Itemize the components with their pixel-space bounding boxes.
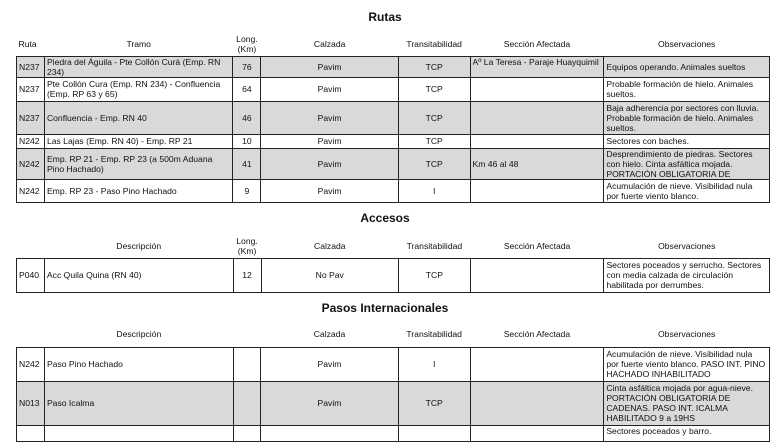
cell-seccion [470,347,604,381]
cell-tramo: Pte Collón Cura (Emp. RN 234) - Confluencia (Emp. RP 63 y 65) [44,77,233,101]
cell-transitabilidad: TCP [398,56,470,77]
col-header-descripcion: Descripción [44,234,233,258]
cell-transitabilidad: TCP [399,258,471,292]
cell-long: 12 [233,258,261,292]
cell-transitabilidad [398,425,470,441]
table-row [17,101,770,134]
col-header-observaciones: Observaciones [604,33,770,56]
cell-calzada: Pavim [261,101,398,134]
cell-calzada: No Pav [261,258,399,292]
col-header-tramo: Tramo [44,33,233,56]
cell-tramo-text: Piedra del Águila - Pte Collón Curá (Emp. RN 234) [46,56,221,77]
table-row [17,148,770,179]
cell-ruta: N242 [17,179,45,202]
col-header-long: Long. (Km) [233,33,261,56]
table-row [17,134,770,148]
cell-seccion [470,258,604,292]
cell-transitabilidad: TCP [398,101,470,134]
cell-long: 46 [233,101,261,134]
cell-long: 9 [233,179,261,202]
cell-ruta: N242 [17,148,45,179]
table-row [17,258,770,292]
col-header-seccion: Sección Afectada [470,234,604,258]
cell-transitabilidad: TCP [398,134,470,148]
cell-transitabilidad: TCP [398,148,470,179]
cell-calzada: Pavim [261,134,398,148]
col-header-transitabilidad: Transitabilidad [398,322,470,347]
cell-observaciones: Acumulación de nieve. Visibilidad nula por fuerte viento blanco. [604,179,770,202]
cell-ruta [17,425,45,441]
col-header-calzada: Calzada [261,234,399,258]
col-header-transitabilidad: Transitabilidad [398,33,470,56]
cell-ruta: N237 [17,56,45,77]
cell-descripcion: Acc Quila Quina (RN 40) [44,258,233,292]
cell-observaciones: Equipos operando. Animales sueltos [604,56,770,77]
cell-observaciones [604,148,770,179]
cell-tramo: Las Lajas (Emp. RN 40) - Emp. RP 21 [44,134,233,148]
accesos-table [16,234,770,293]
cell-ruta: P040 [17,258,45,292]
col-header-ruta: Ruta [17,33,45,56]
cell-observaciones: Probable formación de hielo. Animales sueltos. [604,77,770,101]
cell-calzada: Pavim [261,77,398,101]
cell-ruta: N237 [17,77,45,101]
table-row [17,425,770,441]
cell-transitabilidad: TCP [398,77,470,101]
cell-calzada: Pavim [261,179,398,202]
rutas-section-title: Rutas [368,10,402,24]
cell-transitabilidad: I [398,347,470,381]
cell-observaciones-text: Desprendimiento de piedras. Sectores con hielo. Cinta asfáltica mojada. PORTACIÓN OBLIGATORIA DE [606,148,753,179]
cell-ruta: N013 [17,381,45,425]
col-header-seccion: Sección Afectada [470,33,604,56]
accesos-section-title: Accesos [360,211,410,225]
rutas-table [16,33,770,203]
cell-long: 10 [233,134,261,148]
cell-transitabilidad: I [398,179,470,202]
pasos-table [16,322,770,442]
col-header-observaciones: Observaciones [604,322,770,347]
cell-observaciones [604,425,770,441]
cell-seccion [470,381,604,425]
cell-tramo: Emp. RP 21 - Emp. RP 23 (a 500m Aduana Pino Hachado) [44,148,233,179]
cell-long: 76 [233,56,261,77]
pasos-section-title: Pasos Internacionales [321,301,449,315]
accesos-header-row [17,234,770,258]
cell-calzada: Pavim [261,381,399,425]
table-row [17,56,770,77]
cell-seccion: Km 46 al 48 [470,148,604,179]
cell-seccion [470,425,604,441]
rutas-header-row [17,33,770,56]
cell-ruta: N237 [17,101,45,134]
col-header-long: Long. (Km) [233,234,261,258]
cell-descripcion [44,425,233,441]
cell-observaciones: Baja adherencia por sectores con lluvia. Probable formación de hielo. Animales sueltos. [604,101,770,134]
cell-observaciones: Cinta asfáltica mojada por agua-nieve. PORTACIÓN OBLIGATORIA DE CADENAS. PASO INT. ICALMA HABILITADO 9 a 19HS [604,381,770,425]
cell-observaciones-text: Sectores poceados y barro. [606,425,712,436]
col-header-calzada: Calzada [261,33,398,56]
col-header-seccion: Sección Afectada [470,322,604,347]
cell-seccion [470,101,604,134]
cell-ruta: N242 [17,134,45,148]
cell-long: 41 [233,148,261,179]
cell-calzada: Pavim [261,56,398,77]
col-header-descripcion: Descripción [44,322,233,347]
cell-long: 64 [233,77,261,101]
cell-descripcion: Paso Pino Hachado [44,347,233,381]
cell-observaciones: Sectores poceados y serrucho. Sectores con media calzada de circulación habilitada por derrumbes. [604,258,770,292]
table-row [17,77,770,101]
cell-tramo: Emp. RP 23 - Paso Pino Hachado [44,179,233,202]
cell-observaciones: Sectores con baches. [604,134,770,148]
cell-calzada [261,425,399,441]
cell-calzada: Pavim [261,347,399,381]
cell-seccion [470,56,604,77]
cell-observaciones: Acumulación de nieve. Visibilidad nula por fuerte viento blanco. PASO INT. PINO HACHADO INHABILITADO [604,347,770,381]
cell-descripcion: Paso Icalma [44,381,233,425]
cell-seccion [470,179,604,202]
col-header-transitabilidad: Transitabilidad [399,234,471,258]
table-row [17,347,770,381]
cell-tramo: Confluencia - Emp. RN 40 [44,101,233,134]
table-row [17,179,770,202]
cell-seccion-text: Aº La Teresa - Paraje Huayquimil [472,56,599,67]
cell-seccion [470,77,604,101]
cell-seccion [470,134,604,148]
col-header-calzada: Calzada [261,322,399,347]
pasos-header-row [17,322,770,347]
col-header-observaciones: Observaciones [604,234,770,258]
table-row [17,381,770,425]
cell-tramo [44,56,233,77]
cell-transitabilidad: TCP [398,381,470,425]
cell-ruta: N242 [17,347,45,381]
cell-calzada: Pavim [261,148,398,179]
